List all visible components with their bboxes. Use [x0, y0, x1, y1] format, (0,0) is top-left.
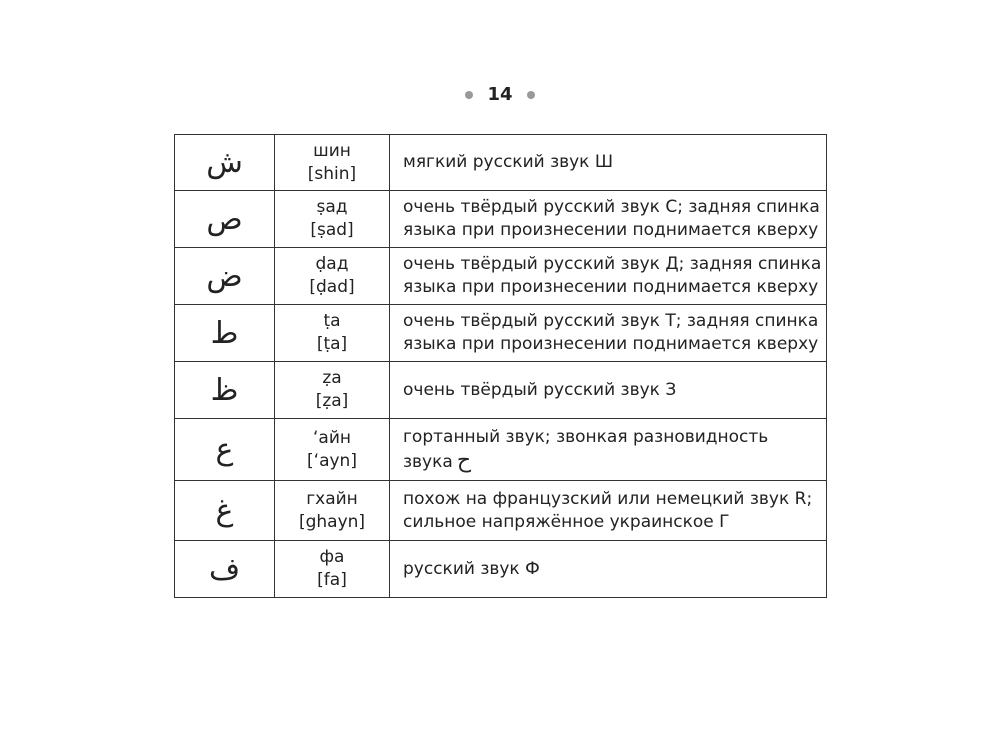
pronunciation-cell — [390, 481, 827, 541]
table-row — [175, 541, 827, 598]
pronunciation-line: очень твёрдый русский звук Д; задняя спинка — [403, 254, 822, 274]
letter-transliteration: [ghayn] — [298, 511, 366, 532]
letter-transliteration: [shin] — [307, 163, 357, 184]
table-row — [175, 481, 827, 541]
table-row — [175, 248, 827, 305]
letter-name-cell — [275, 362, 390, 419]
arabic-letter: ف — [175, 541, 275, 598]
letter-transliteration: [ṭa] — [316, 334, 348, 354]
alphabet-table — [174, 134, 827, 598]
pronunciation-cell — [390, 362, 827, 419]
pronunciation-line: мягкий русский звук Ш — [403, 152, 614, 172]
pronunciation-cell — [390, 191, 827, 248]
pronunciation-line: гортанный звук; звонкая разновидность — [403, 426, 769, 447]
letter-name-cell — [275, 248, 390, 305]
table-row — [175, 419, 827, 481]
page-number — [0, 84, 1000, 105]
letter-name-cell — [275, 191, 390, 248]
pronunciation-line: звука — [403, 451, 453, 472]
letter-name: ṭа — [323, 311, 341, 331]
letter-name-cell — [275, 135, 390, 191]
pronunciation-line-with-glyph — [403, 449, 826, 474]
pronunciation-cell — [390, 419, 827, 481]
letter-name-cell — [275, 419, 390, 481]
table-row — [175, 362, 827, 419]
letter-transliteration: [ṣad] — [310, 220, 354, 240]
letter-name: ṣад — [316, 197, 348, 217]
pronunciation-cell — [390, 541, 827, 598]
reference-arabic-letter: ح — [456, 447, 472, 473]
letter-name: шин — [313, 140, 351, 161]
letter-name-cell — [275, 541, 390, 598]
arabic-letter: ط — [175, 305, 275, 362]
arabic-letter: ش — [175, 135, 275, 191]
pronunciation-cell — [390, 248, 827, 305]
left-dot-ornament — [465, 91, 473, 99]
letter-transliteration: [ʻayn] — [307, 450, 357, 471]
letter-name-cell — [275, 305, 390, 362]
pronunciation-line: сильное напряжённое украинское Г — [403, 511, 730, 532]
table-row — [175, 135, 827, 191]
arabic-letter: ض — [175, 248, 275, 305]
pronunciation-line: похож на французский или немецкий звук R; — [403, 488, 813, 509]
pronunciation-line: очень твёрдый русский звук З — [403, 379, 677, 400]
letter-transliteration: [fa] — [317, 570, 347, 590]
letter-name: ʻайн — [313, 427, 351, 448]
right-dot-ornament — [527, 91, 535, 99]
table-row — [175, 191, 827, 248]
pronunciation-line: очень твёрдый русский звук С; задняя спинка — [403, 197, 820, 217]
arabic-letter: غ — [175, 481, 275, 541]
table-row — [175, 305, 827, 362]
letter-name: ḍад — [315, 254, 349, 274]
pronunciation-line: языка при произнесении поднимается кверху — [403, 334, 819, 354]
pronunciation-line: языка при произнесении поднимается кверху — [403, 220, 819, 240]
letter-name-cell — [275, 481, 390, 541]
letter-transliteration: [ẓa] — [315, 391, 349, 411]
pronunciation-cell — [390, 305, 827, 362]
arabic-letter: ع — [175, 419, 275, 481]
arabic-letter: ظ — [175, 362, 275, 419]
pronunciation-line: языка при произнесении поднимается кверху — [403, 277, 819, 297]
letter-name: фа — [319, 547, 345, 567]
pronunciation-line: очень твёрдый русский звук Т; задняя спинка — [403, 311, 819, 331]
letter-name: ẓа — [322, 368, 342, 388]
pronunciation-line: русский звук Ф — [403, 558, 540, 579]
pronunciation-cell — [390, 135, 827, 191]
arabic-letter: ص — [175, 191, 275, 248]
letter-transliteration: [ḍad] — [309, 277, 355, 297]
page-number-text: 14 — [487, 84, 513, 105]
letter-name: гхайн — [306, 488, 358, 509]
